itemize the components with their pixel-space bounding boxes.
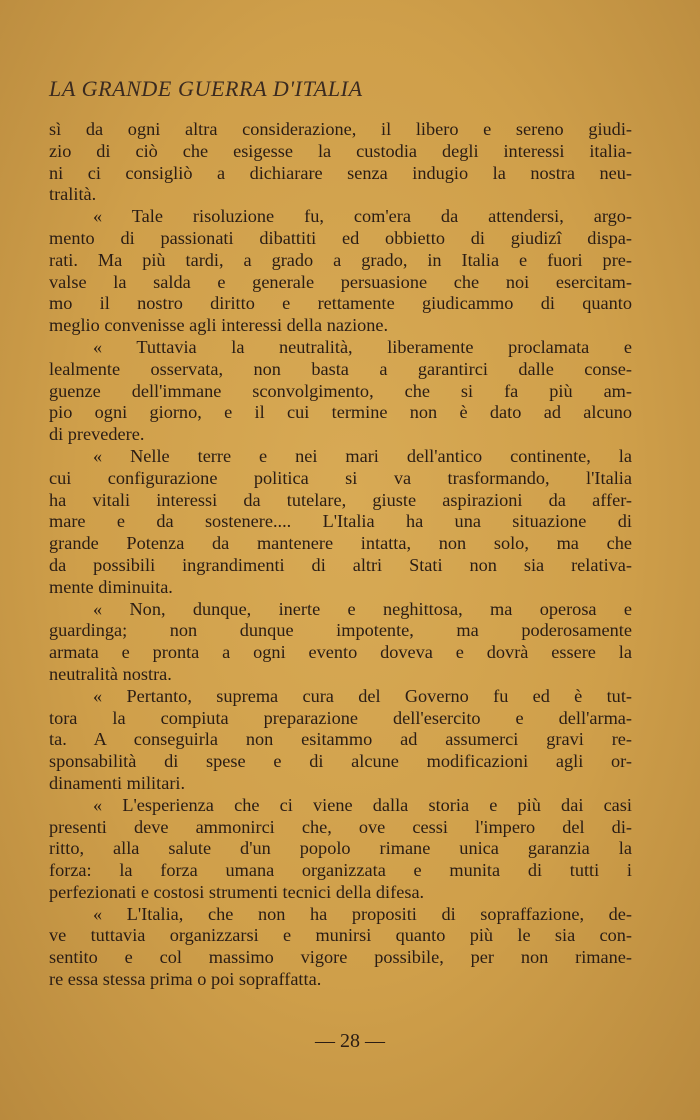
text-line: « Tuttavia la neutralità, liberamente proclamata e (93, 336, 632, 357)
text-line: « Tale risoluzione fu, com'era da attendersi, argo- (93, 206, 632, 227)
text-line: ve tuttavia organizzarsi e munirsi quanto più le sia con- (49, 925, 632, 946)
text-line: ni ci consigliò a dichiarare senza indugio la nostra neu- (49, 162, 632, 183)
body-text (49, 119, 632, 991)
text-line: rati. Ma più tardi, a grado a grado, in Italia e fuori pre- (49, 249, 632, 270)
text-line: « L'esperienza che ci viene dalla storia e più dai casi (93, 794, 632, 815)
text-line: ritto, alla salute d'un popolo rimane unica garanzia la (49, 838, 632, 859)
text-line: tora la compiuta preparazione dell'esercito e dell'arma- (49, 707, 632, 728)
text-line: armata e pronta a ogni evento doveva e dovrà essere la (49, 642, 632, 663)
text-line: dinamenti militari. (49, 772, 186, 793)
text-line: ta. A conseguirla non esitammo ad assumerci gravi re- (49, 729, 632, 750)
text-line: lealmente osservata, non basta a garantirci dalle conse- (49, 358, 632, 379)
text-line: sponsabilità di spese e di alcune modificazioni agli or- (49, 751, 632, 772)
text-line: sentito e col massimo vigore possibile, per non rimane- (49, 947, 632, 968)
text-line: tralità. (49, 184, 97, 205)
text-line: sì da ogni altra considerazione, il libero e sereno giudi- (49, 119, 632, 139)
text-line: ha vitali interessi da tutelare, giuste aspirazioni da affer- (49, 489, 632, 510)
text-line: grande Potenza da mantenere intatta, non solo, ma che (49, 533, 632, 554)
text-line: di prevedere. (49, 424, 145, 445)
text-line: mare e da sostenere.... L'Italia ha una situazione di (49, 511, 632, 532)
running-head: LA GRANDE GUERRA D'ITALIA (49, 76, 363, 101)
text-line: valse la salda e generale persuasione che noi esercitam- (49, 271, 632, 292)
text-line: perfezionati e costosi strumenti tecnici della difesa. (49, 881, 425, 902)
text-line: neutralità nostra. (49, 663, 172, 684)
text-line: meglio convenisse agli interessi della nazione. (49, 315, 389, 336)
text-line: « Pertanto, suprema cura del Governo fu ed è tut- (93, 685, 632, 706)
text-line: pio ogni giorno, e il cui termine non è dato ad alcuno (49, 402, 632, 423)
text-line: re essa stessa prima o poi sopraffatta. (49, 969, 322, 990)
text-line: « Nelle terre e nei mari dell'antico continente, la (93, 445, 632, 466)
text-line: mento di passionati dibattiti ed obbietto di giudizî dispa- (49, 227, 632, 248)
text-line: da possibili ingrandimenti di altri Stati non sia relativa- (49, 554, 632, 575)
text-line: mo il nostro diritto e rettamente giudicammo di quanto (49, 293, 632, 314)
text-line: presenti deve ammonirci che, ove cessi l'impero del di- (49, 816, 632, 837)
text-line: « L'Italia, che non ha propositi di sopraffazione, de- (93, 903, 632, 924)
text-line: « Non, dunque, inerte e neghittosa, ma operosa e (93, 598, 632, 619)
text-line: guenze dell'immane sconvolgimento, che si fa più am- (49, 380, 632, 401)
text-line: zio di ciò che esigesse la custodia degli interessi italia- (49, 140, 632, 161)
text-line: mente diminuita. (49, 576, 173, 597)
text-line: guardinga; non dunque impotente, ma poderosamente (49, 620, 632, 641)
text-line: cui configurazione politica si va trasformando, l'Italia (49, 467, 632, 488)
text-line: forza: la forza umana organizzata e munita di tutti i (49, 860, 632, 881)
page-number: — 28 — (315, 1030, 385, 1052)
